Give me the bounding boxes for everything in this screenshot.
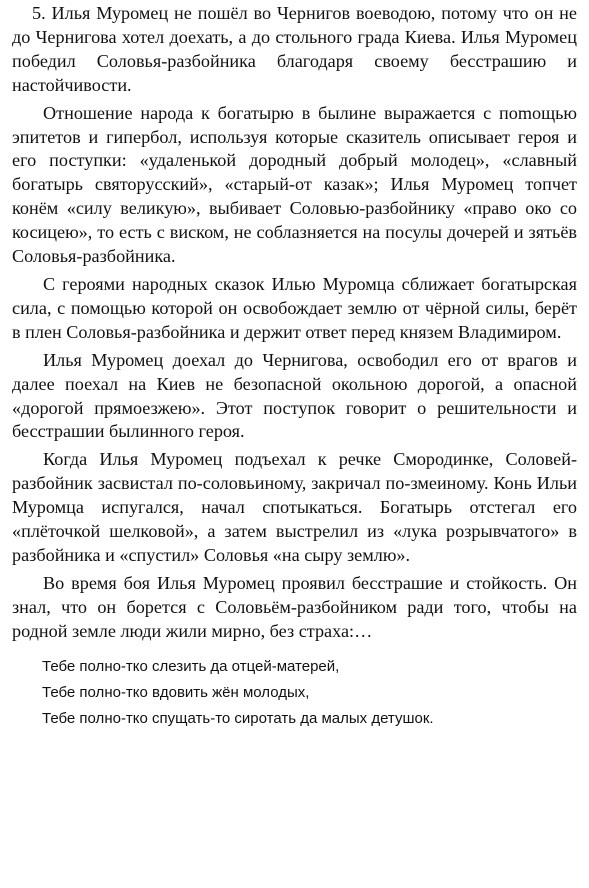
verse-line: Тебе полно-тко спущать-то сиротать да малых детушок.: [42, 709, 434, 727]
paragraph-epithets: Отношение народа к богатырю в былине выражается с поmощью эпитетов и гипербол, используя которые сказитель описывает героя и его поступки: «удаленькой дородный добрый молодец», «славный богатырь святорусский», «старый-от казак»; Илья Муромец топчет конём «силу великую», выбивает Соловью-разбойнику «право око со косицею», то есть с виском, не соблазняется на посулы дочерей и зятьёв Соловья-разбойника.: [12, 102, 577, 267]
paragraph-fairy-tale-heroes: С героями народных сказок Илью Муромца сближает богатырская сила, с помощью которой он освобождает землю от чёрной силы, берёт в плен Соловья-разбойника и держит ответ перед князем Владимиром.: [12, 273, 577, 342]
paragraph-battle: Во время боя Илья Муромец проявил бесстрашие и стойкость. Он знал, что он борется с Соловьём-разбойником ради того, чтобы на родной земле люди жили мирно, без страха:…: [12, 572, 577, 641]
paragraph-chernigov: Илья Муромец доехал до Чернигова, освободил его от врагов и далее поехал на Киев не безопасной окольною дорогой, а опасной «дорогой прямоезжею». Этот поступок говорит о решительности и бесстрашии былинного героя.: [12, 349, 577, 442]
paragraph-smorodinka: Когда Илья Муромец подъехал к речке Смородинке, Соловей-разбойник засвистал по-соловьиному, закричал по-змеиному. Конь Ильи Муромца испугался, начал спотыкаться. Богатырь отстегал его «плёточкой шелковой», а затем выстрелил из «лука розрывчатого» в разбойника и «спустил» Соловья «на сыру землю».: [12, 449, 577, 565]
verse-line: Тебе полно-тко вдовить жён молодых,: [42, 683, 310, 701]
paragraph-answer-5: 5. Илья Муромец не пошёл во Чернигов воеводою, потому что он не до Чернигова хотел доехать, а до стольного града Киева. Илья Муромец победил Соловья-разбойника благодаря своему бесстрашию и настойчивости.: [12, 3, 577, 95]
verse-line: Тебе полно-тко слезить да отцей-матерей,: [42, 657, 340, 675]
verse-quote: [12, 654, 577, 732]
